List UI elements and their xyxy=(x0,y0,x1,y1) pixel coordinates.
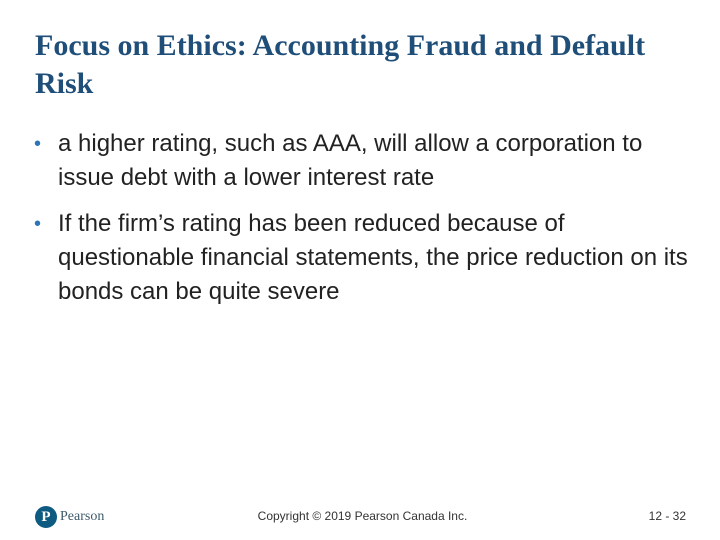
slide-footer xyxy=(0,500,720,534)
bullet-list xyxy=(32,127,692,321)
bullet-marker-icon: • xyxy=(34,213,42,235)
bullet-item xyxy=(32,207,692,309)
bullet-marker-icon: • xyxy=(34,133,42,155)
pearson-logo-icon: P xyxy=(35,506,57,528)
bullet-item xyxy=(32,127,692,195)
pearson-wordmark: Pearson xyxy=(60,509,105,524)
bullet-text: If the firm’s rating has been reduced because of questionable financial statements, the price reduction on its bonds can be quite severe xyxy=(58,210,688,305)
bullet-text: a higher rating, such as AAA, will allow a corporation to issue debt with a lower interest rate xyxy=(58,130,643,191)
copyright-text: Copyright © 2019 Pearson Canada Inc. xyxy=(257,509,468,523)
slide-title: Focus on Ethics: Accounting Fraud and Default Risk xyxy=(35,29,646,100)
page-number: 12 - 32 xyxy=(648,509,686,523)
pearson-logo xyxy=(35,506,104,528)
